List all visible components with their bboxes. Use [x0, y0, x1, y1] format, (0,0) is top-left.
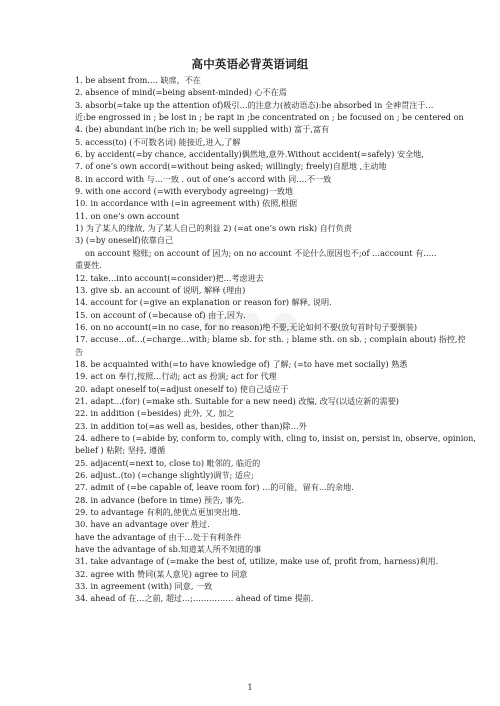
- phrase-line: 14. account for (=give an explanation or reason for) 解释, 说明.: [75, 297, 332, 308]
- phrase-line: 20. adapt oneself to(=adjust oneself to) 使自己适应于: [75, 383, 289, 394]
- phrase-line: on account 赊账; on account of 因为; on no account 不论什么原因也不;of …account 有…..: [85, 247, 437, 258]
- phrase-list: [75, 74, 476, 605]
- phrase-line: 2. absence of mind(=being absent-minded) 心不在焉: [75, 87, 287, 98]
- phrase-line: 32. agree with 赞同(某人意见) agree to 同意: [75, 568, 248, 579]
- phrase-line: 7. of one’s own accord(=without being asked; willingly; freely)自愿地 ,主动地: [75, 161, 387, 172]
- phrase-line: 19. act on 奉行,按照…行动; act as 扮演; act for 代理: [75, 371, 277, 382]
- phrase-line: 22. in addition (=besides) 此外, 又, 加之: [75, 408, 235, 419]
- phrase-line: 25. adjacent(=next to, close to) 毗邻的, 临近的: [75, 457, 261, 468]
- phrase-line: 3. absorb(=take up the attention of)吸引…的注意力(被动语态):be absorbed in 全神贯注于…: [75, 99, 434, 110]
- phrase-line: 34. ahead of 在…之前, 超过…;…………… ahead of time 提前.: [75, 593, 314, 604]
- phrase-line: 13. give sb. an account of 说明, 解释 (理由): [75, 284, 246, 295]
- phrase-line: 16. on no account(=in no case, for no reason)绝不要,无论如何不要(放句首时句子要倒装): [75, 321, 418, 332]
- phrase-line: 近:be engrossed in ; be lost in ; be rapt in ;be concentrated on ; be focused on ; be centered on: [75, 112, 464, 123]
- phrase-line: belief ) 粘附; 坚持, 遵循: [75, 445, 166, 456]
- phrase-line: 11. on one’s own account: [75, 210, 180, 221]
- phrase-line: 17. accuse…of…(=charge…with; blame sb. for sth. ; blame sth. on sb. ; complain about) 指控,控: [75, 334, 466, 345]
- phrase-line: 告: [75, 346, 84, 357]
- phrase-line: 15. on account of (=because of) 由于,因为.: [75, 309, 246, 320]
- phrase-line: 33. in agreement (with) 同意, 一致: [75, 581, 213, 592]
- phrase-line: 23. in addition to(=as well as, besides, other than)除…外: [75, 420, 307, 431]
- phrase-line: 29. to advantage 有利的,使优点更加突出地.: [75, 507, 241, 518]
- phrase-line: 24. adhere to (=abide by, conform to, comply with, cling to, insist on, persist in, observe, opinion,: [75, 432, 476, 443]
- phrase-line: 18. be acquainted with(=to have knowledge of) 了解; (=to have met socially) 熟悉: [75, 358, 408, 369]
- phrase-line: 31. take advantage of (=make the best of, utilize, make use of, profit from, harness)利用.: [75, 556, 439, 567]
- page-title: 高中英语必背英语词组: [191, 57, 309, 71]
- phrase-line: 27. admit of (=be capable of, leave room for) …的可能，留有…的余地.: [75, 482, 354, 493]
- page-number: 1: [247, 683, 253, 692]
- phrase-line: 9. with one accord (=with everybody agreeing)一致地: [75, 186, 294, 197]
- phrase-line: 1) 为了某人的缘故, 为了某人自己的利益 2) (=at one’s own risk) 自行负责: [75, 223, 352, 234]
- phrase-line: 10. in accordance with (=in agreement with) 依照,根据: [75, 198, 298, 209]
- phrase-line: 12. take…into account(=consider)把...考虑进去: [75, 272, 264, 283]
- phrase-line: 4. (be) abundant in(be rich in; be well supplied with) 富于,富有: [75, 124, 330, 135]
- phrase-line: 1. be absent from…. 缺席，不在: [75, 75, 201, 85]
- phrase-line: 8. in accord with 与…一致 . out of one’s accord with 同….不一致: [75, 173, 332, 184]
- phrase-line: have the advantage of sb.知道某人所不知道的事: [75, 544, 262, 555]
- phrase-line: 21. adapt…(for) (=make sth. Suitable for a new need) 改编, 改写(以适应新的需要): [75, 395, 399, 406]
- phrase-line: 30. have an advantage over 胜过.: [75, 519, 210, 530]
- phrase-line: have the advantage of 由于…处于有利条件: [75, 531, 242, 542]
- phrase-line: 26. adjust..(to) (=change slightly)调节; 适应;: [75, 470, 254, 480]
- phrase-line: 3) (=by oneself)依靠自己: [75, 235, 174, 246]
- phrase-line: 6. by accident(=by chance, accidentally)偶然地,意外.Without accident(=safely) 安全地,: [75, 149, 424, 160]
- phrase-line: 重要性.: [75, 260, 102, 271]
- phrase-line: 28. in advance (before in time) 预告, 事先.: [75, 494, 245, 505]
- phrase-line: 5. access(to) (不可数名词) 能接近,进入,了解: [75, 136, 241, 147]
